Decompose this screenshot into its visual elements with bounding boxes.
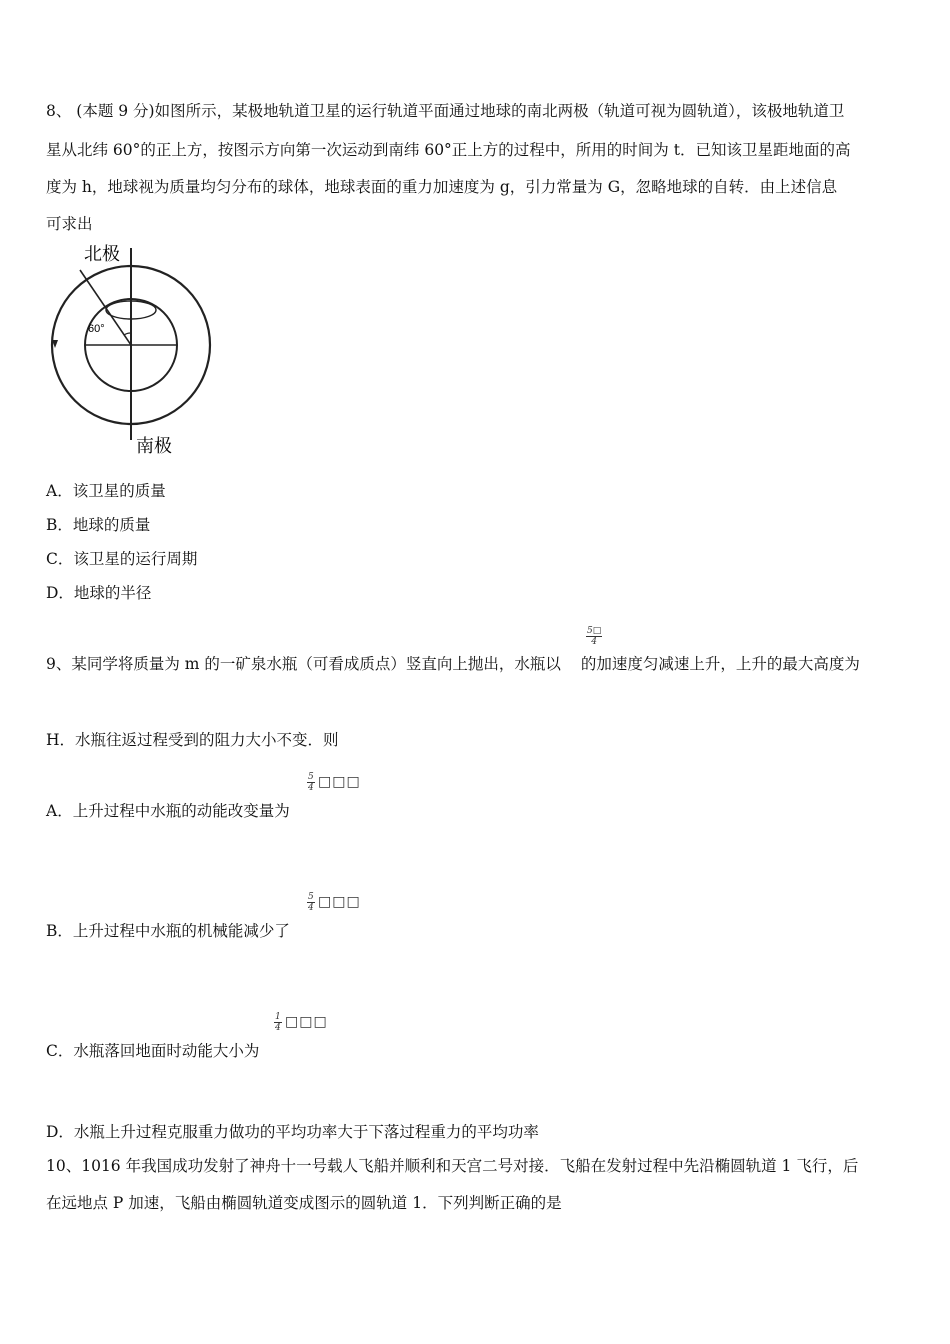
polar-orbit-diagram bbox=[44, 240, 224, 460]
q8-stem-line-2: 星从北纬 60°的正上方，按图示方向第一次运动到南纬 60°正上方的过程中，所用的时间为 t．已知该卫星距地面的高 bbox=[46, 141, 851, 159]
q8-stem-line-3: 度为 h，地球视为质量均匀分布的球体，地球表面的重力加速度为 g，引力常量为 G，忽略地球的自转．由上述信息 bbox=[46, 178, 838, 196]
angle-label: 60° bbox=[88, 323, 105, 335]
q9-c-boxes: □□□ bbox=[285, 1014, 328, 1030]
q9-option-b: B．上升过程中水瓶的机械能减少了 bbox=[46, 922, 290, 940]
south-pole-label: 南极 bbox=[136, 436, 172, 457]
q10-stem-line-2: 在远地点 P 加速，飞船由椭圆轨道变成图示的圆轨道 1．下列判断正确的是 bbox=[46, 1194, 562, 1212]
q8-stem-line-1: 8、 (本题 9 分)如图所示，某极地轨道卫星的运行轨道平面通过地球的南北两极（轨道可视为圆轨道），该极地轨道卫 bbox=[46, 102, 845, 120]
q9-acceleration-fraction bbox=[586, 626, 602, 647]
q9-a-boxes: □□□ bbox=[318, 774, 361, 790]
north-pole-label: 北极 bbox=[84, 244, 120, 265]
q9-stem bbox=[46, 654, 860, 674]
q9-option-d: D．水瓶上升过程克服重力做功的平均功率大于下落过程重力的平均功率 bbox=[46, 1123, 539, 1141]
q9-condition: H．水瓶往返过程受到的阻力大小不变．则 bbox=[46, 731, 339, 749]
q9-stem-before: 9、某同学将质量为 m 的一矿泉水瓶（可看成质点）竖直向上抛出，水瓶以 bbox=[46, 655, 561, 673]
q9-option-c: C．水瓶落回地面时动能大小为 bbox=[46, 1042, 260, 1060]
q8-stem-line-4: 可求出 bbox=[46, 215, 93, 233]
q9-b-fraction: $\frac{5}{4}$ bbox=[308, 892, 314, 913]
q8-option-d: D．地球的半径 bbox=[46, 584, 152, 602]
q9-b-boxes: □□□ bbox=[318, 894, 361, 910]
q8-option-b: B．地球的质量 bbox=[46, 516, 151, 534]
q9-c-fraction: $\frac{1}{4}$ bbox=[275, 1012, 281, 1033]
q9-stem-after: 的加速度匀减速上升，上升的最大高度为 bbox=[580, 655, 860, 673]
q10-stem-line-1: 10、1016 年我国成功发射了神舟十一号载人飞船并顺利和天宫二号对接．飞船在发射过程中先沿椭圆轨道 1 飞行，后 bbox=[46, 1157, 859, 1175]
angle-arc bbox=[124, 333, 131, 335]
q8-option-a: A．该卫星的质量 bbox=[46, 482, 166, 500]
q8-option-c: C．该卫星的运行周期 bbox=[46, 550, 198, 568]
q9-option-a: A．上升过程中水瓶的动能改变量为 bbox=[46, 802, 290, 820]
q9-frac-den: 4 bbox=[591, 637, 597, 647]
q9-a-fraction: $\frac{5}{4}$ bbox=[308, 772, 314, 793]
q9-frac-num: 5□ bbox=[587, 626, 602, 636]
